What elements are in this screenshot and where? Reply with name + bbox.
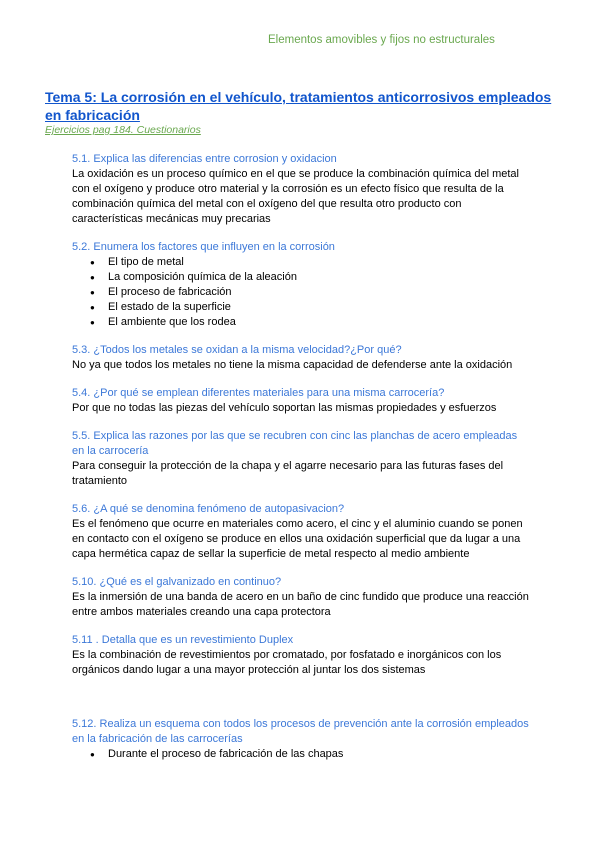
question-block-5-10 (72, 575, 532, 620)
question-block-5-11 (72, 633, 532, 678)
question-text: 5.5. Explica las razones por las que se recubren con cinc las planchas de acero empleadas en la carrocería (72, 430, 518, 457)
list-item: ● La composición química de la aleación (108, 270, 532, 285)
page-title: Tema 5: La corrosión en el vehículo, tratamientos anticorrosivos empleados en fabricación (45, 89, 552, 123)
question-block-5-5 (72, 429, 532, 489)
answer-text: Para conseguir la protección de la chapa y el agarre necesario para las futuras fases del tratamiento (72, 460, 504, 487)
question-text: 5.10. ¿Qué es el galvanizado en continuo? (72, 576, 282, 588)
blank-space (72, 691, 532, 717)
question-block-5-1 (72, 152, 532, 227)
list-item: ● El tipo de metal (108, 255, 532, 270)
list-item: ● El ambiente que los rodea (108, 315, 532, 330)
process-list (72, 747, 532, 762)
answer-text: Por que no todas las piezas del vehículo soportan las mismas propiedades y esfuerzos (72, 402, 497, 414)
question-block-5-4 (72, 386, 532, 416)
question-block-5-12 (72, 717, 532, 762)
list-item: ● El proceso de fabricación (108, 285, 532, 300)
question-block-5-6 (72, 502, 532, 562)
question-text: 5.2. Enumera los factores que influyen en la corrosión (72, 241, 335, 253)
list-item: ● Durante el proceso de fabricación de las chapas (108, 747, 532, 762)
page-subtitle: Ejercicios pag 184. Cuestionarios (45, 124, 201, 136)
factor-list (72, 255, 532, 330)
answer-text: Es la inmersión de una banda de acero en un baño de cinc fundido que produce una reacción entre ambos materiales creando una capa protectora (72, 591, 529, 618)
answer-text: Es la combinación de revestimientos por cromatado, por fosfatado e inorgánicos con los orgánicos dando lugar a una mayor protección al juntar los dos sistemas (72, 649, 502, 676)
question-text: 5.4. ¿Por qué se emplean diferentes materiales para una misma carrocería? (72, 387, 445, 399)
question-text: 5.12. Realiza un esquema con todos los procesos de prevención ante la corrosión empleados en la fabricación de las carrocerías (72, 718, 529, 745)
questions-section (72, 152, 532, 775)
question-text: 5.1. Explica las diferencias entre corrosion y oxidacion (72, 153, 337, 165)
answer-text: No ya que todos los metales no tiene la misma capacidad de defenderse ante la oxidación (72, 359, 513, 371)
question-text: 5.11 . Detalla que es un revestimiento Duplex (72, 634, 294, 646)
question-block-5-2 (72, 240, 532, 330)
list-item: ● El estado de la superficie (108, 300, 532, 315)
answer-text: La oxidación es un proceso químico en el que se produce la combinación química del metal con el oxígeno y produce otro material y la corrosión es un efecto físico que resulta de la combinación química del metal con el oxígeno del que resulta otro producto con características mecánicas muy precarias (72, 168, 519, 225)
answer-text: Es el fenómeno que ocurre en materiales como acero, el cinc y el aluminio cuando se ponen en contacto con el oxígeno se produce en ellos una oxidación superficial que da lugar a una capa hermética capaz de sellar la superficie de metal respecto al medio ambiente (72, 518, 523, 560)
question-text: 5.6. ¿A qué se denomina fenómeno de autopasivacion? (72, 503, 345, 515)
document-header: Elementos amovibles y fijos no estructurales (268, 34, 495, 46)
question-text: 5.3. ¿Todos los metales se oxidan a la misma velocidad?¿Por qué? (72, 344, 402, 356)
question-block-5-3 (72, 343, 532, 373)
